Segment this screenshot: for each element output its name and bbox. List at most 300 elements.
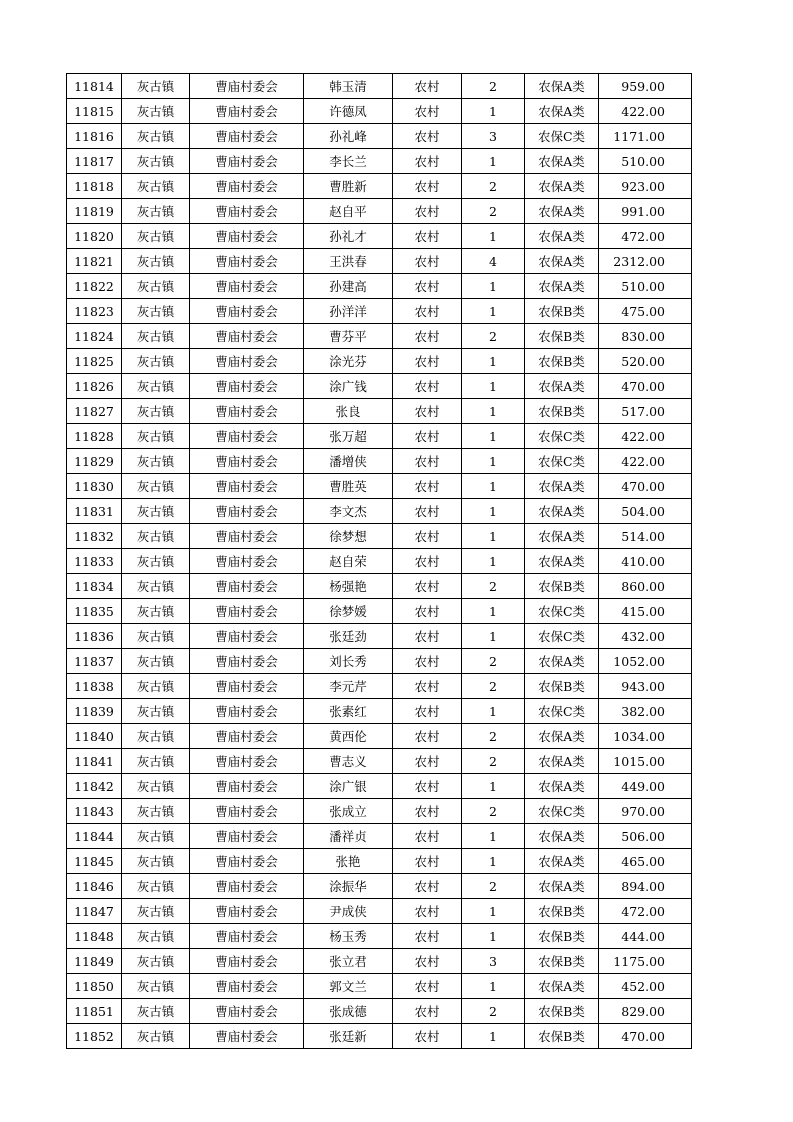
cell-name: 涂广钱	[304, 374, 393, 399]
cell-insurance-class: 农保A类	[525, 99, 599, 124]
table-row	[67, 199, 692, 224]
table-row	[67, 374, 692, 399]
cell-household-size: 2	[462, 999, 525, 1024]
cell-insurance-class: 农保C类	[525, 424, 599, 449]
cell-town: 灰古镇	[122, 574, 190, 599]
cell-record-id: 11842	[67, 774, 122, 799]
cell-name: 杨玉秀	[304, 924, 393, 949]
cell-amount: 415.00	[599, 599, 692, 624]
cell-household-type: 农村	[393, 874, 462, 899]
cell-town: 灰古镇	[122, 649, 190, 674]
cell-town: 灰古镇	[122, 349, 190, 374]
cell-amount: 449.00	[599, 774, 692, 799]
cell-amount: 1171.00	[599, 124, 692, 149]
cell-record-id: 11833	[67, 549, 122, 574]
table-row	[67, 749, 692, 774]
cell-household-type: 农村	[393, 699, 462, 724]
cell-amount: 465.00	[599, 849, 692, 874]
cell-household-type: 农村	[393, 524, 462, 549]
cell-town: 灰古镇	[122, 699, 190, 724]
cell-name: 涂振华	[304, 874, 393, 899]
cell-town: 灰古镇	[122, 474, 190, 499]
table-row	[67, 549, 692, 574]
cell-household-type: 农村	[393, 824, 462, 849]
cell-village-committee: 曹庙村委会	[190, 899, 304, 924]
table-row	[67, 149, 692, 174]
cell-name: 徐梦想	[304, 524, 393, 549]
cell-village-committee: 曹庙村委会	[190, 874, 304, 899]
table-row	[67, 99, 692, 124]
cell-household-size: 1	[462, 1024, 525, 1049]
cell-amount: 452.00	[599, 974, 692, 999]
cell-household-type: 农村	[393, 199, 462, 224]
cell-insurance-class: 农保B类	[525, 324, 599, 349]
cell-amount: 517.00	[599, 399, 692, 424]
cell-name: 刘长秀	[304, 649, 393, 674]
cell-household-type: 农村	[393, 449, 462, 474]
cell-household-size: 1	[462, 974, 525, 999]
cell-insurance-class: 农保A类	[525, 174, 599, 199]
cell-amount: 520.00	[599, 349, 692, 374]
cell-household-size: 2	[462, 649, 525, 674]
cell-name: 徐梦媛	[304, 599, 393, 624]
table-row	[67, 1024, 692, 1049]
cell-household-type: 农村	[393, 324, 462, 349]
table-row	[67, 999, 692, 1024]
cell-insurance-class: 农保B类	[525, 674, 599, 699]
cell-amount: 422.00	[599, 449, 692, 474]
cell-household-type: 农村	[393, 649, 462, 674]
cell-name: 郭文兰	[304, 974, 393, 999]
table-row	[67, 424, 692, 449]
table-row	[67, 599, 692, 624]
cell-record-id: 11850	[67, 974, 122, 999]
cell-household-size: 1	[462, 449, 525, 474]
cell-record-id: 11849	[67, 949, 122, 974]
cell-household-size: 2	[462, 749, 525, 774]
cell-insurance-class: 农保B类	[525, 899, 599, 924]
cell-household-type: 农村	[393, 999, 462, 1024]
cell-village-committee: 曹庙村委会	[190, 774, 304, 799]
cell-village-committee: 曹庙村委会	[190, 499, 304, 524]
cell-name: 孙礼才	[304, 224, 393, 249]
cell-record-id: 11828	[67, 424, 122, 449]
cell-town: 灰古镇	[122, 274, 190, 299]
cell-name: 李文杰	[304, 499, 393, 524]
cell-name: 张艳	[304, 849, 393, 874]
cell-amount: 470.00	[599, 474, 692, 499]
cell-household-type: 农村	[393, 124, 462, 149]
cell-household-type: 农村	[393, 224, 462, 249]
cell-town: 灰古镇	[122, 949, 190, 974]
cell-record-id: 11836	[67, 624, 122, 649]
cell-amount: 422.00	[599, 99, 692, 124]
cell-household-type: 农村	[393, 499, 462, 524]
cell-town: 灰古镇	[122, 1024, 190, 1049]
cell-record-id: 11818	[67, 174, 122, 199]
cell-household-size: 1	[462, 474, 525, 499]
cell-village-committee: 曹庙村委会	[190, 474, 304, 499]
table-row	[67, 849, 692, 874]
cell-insurance-class: 农保B类	[525, 1024, 599, 1049]
cell-household-size: 1	[462, 349, 525, 374]
cell-record-id: 11817	[67, 149, 122, 174]
cell-insurance-class: 农保B类	[525, 349, 599, 374]
cell-household-type: 农村	[393, 924, 462, 949]
cell-record-id: 11839	[67, 699, 122, 724]
cell-amount: 510.00	[599, 274, 692, 299]
cell-insurance-class: 农保C类	[525, 599, 599, 624]
cell-household-type: 农村	[393, 99, 462, 124]
cell-village-committee: 曹庙村委会	[190, 749, 304, 774]
cell-household-type: 农村	[393, 974, 462, 999]
cell-household-type: 农村	[393, 474, 462, 499]
cell-household-size: 1	[462, 549, 525, 574]
cell-record-id: 11835	[67, 599, 122, 624]
cell-name: 李长兰	[304, 149, 393, 174]
cell-village-committee: 曹庙村委会	[190, 99, 304, 124]
cell-name: 杨强艳	[304, 574, 393, 599]
cell-record-id: 11847	[67, 899, 122, 924]
cell-household-size: 1	[462, 699, 525, 724]
cell-name: 曹芬平	[304, 324, 393, 349]
cell-amount: 943.00	[599, 674, 692, 699]
cell-household-type: 农村	[393, 149, 462, 174]
table-row	[67, 524, 692, 549]
cell-amount: 991.00	[599, 199, 692, 224]
cell-village-committee: 曹庙村委会	[190, 249, 304, 274]
cell-town: 灰古镇	[122, 174, 190, 199]
table-row	[67, 224, 692, 249]
cell-name: 许德凤	[304, 99, 393, 124]
cell-household-type: 农村	[393, 274, 462, 299]
cell-town: 灰古镇	[122, 774, 190, 799]
cell-record-id: 11819	[67, 199, 122, 224]
cell-village-committee: 曹庙村委会	[190, 574, 304, 599]
cell-amount: 472.00	[599, 899, 692, 924]
cell-amount: 470.00	[599, 1024, 692, 1049]
cell-household-size: 2	[462, 724, 525, 749]
cell-insurance-class: 农保A类	[525, 474, 599, 499]
cell-town: 灰古镇	[122, 124, 190, 149]
cell-record-id: 11824	[67, 324, 122, 349]
cell-town: 灰古镇	[122, 724, 190, 749]
table-row	[67, 449, 692, 474]
cell-household-size: 1	[462, 899, 525, 924]
cell-household-type: 农村	[393, 749, 462, 774]
cell-amount: 504.00	[599, 499, 692, 524]
cell-record-id: 11829	[67, 449, 122, 474]
cell-insurance-class: 农保A类	[525, 524, 599, 549]
cell-insurance-class: 农保A类	[525, 974, 599, 999]
cell-record-id: 11843	[67, 799, 122, 824]
cell-household-type: 农村	[393, 349, 462, 374]
table-row	[67, 249, 692, 274]
cell-town: 灰古镇	[122, 99, 190, 124]
cell-household-type: 农村	[393, 424, 462, 449]
table-row	[67, 899, 692, 924]
cell-amount: 1052.00	[599, 649, 692, 674]
cell-record-id: 11845	[67, 849, 122, 874]
cell-amount: 410.00	[599, 549, 692, 574]
cell-household-type: 农村	[393, 299, 462, 324]
cell-insurance-class: 农保A类	[525, 774, 599, 799]
cell-insurance-class: 农保A类	[525, 224, 599, 249]
cell-town: 灰古镇	[122, 424, 190, 449]
cell-household-type: 农村	[393, 249, 462, 274]
cell-town: 灰古镇	[122, 249, 190, 274]
cell-household-type: 农村	[393, 899, 462, 924]
cell-record-id: 11848	[67, 924, 122, 949]
cell-town: 灰古镇	[122, 449, 190, 474]
cell-insurance-class: 农保A类	[525, 374, 599, 399]
cell-name: 张良	[304, 399, 393, 424]
cell-village-committee: 曹庙村委会	[190, 524, 304, 549]
table-body	[67, 74, 692, 1049]
cell-household-type: 农村	[393, 174, 462, 199]
cell-village-committee: 曹庙村委会	[190, 1024, 304, 1049]
cell-household-size: 2	[462, 674, 525, 699]
cell-insurance-class: 农保A类	[525, 149, 599, 174]
cell-household-size: 1	[462, 824, 525, 849]
cell-insurance-class: 农保C类	[525, 799, 599, 824]
cell-town: 灰古镇	[122, 299, 190, 324]
cell-village-committee: 曹庙村委会	[190, 449, 304, 474]
cell-insurance-class: 农保B类	[525, 399, 599, 424]
cell-insurance-class: 农保A类	[525, 849, 599, 874]
cell-household-size: 1	[462, 849, 525, 874]
cell-household-type: 农村	[393, 799, 462, 824]
cell-household-size: 1	[462, 524, 525, 549]
cell-household-type: 农村	[393, 74, 462, 99]
cell-village-committee: 曹庙村委会	[190, 624, 304, 649]
cell-name: 张素红	[304, 699, 393, 724]
cell-household-size: 1	[462, 274, 525, 299]
cell-insurance-class: 农保A类	[525, 724, 599, 749]
cell-record-id: 11831	[67, 499, 122, 524]
cell-town: 灰古镇	[122, 149, 190, 174]
cell-household-type: 农村	[393, 949, 462, 974]
cell-insurance-class: 农保C类	[525, 624, 599, 649]
cell-village-committee: 曹庙村委会	[190, 974, 304, 999]
cell-village-committee: 曹庙村委会	[190, 424, 304, 449]
cell-name: 潘增侠	[304, 449, 393, 474]
cell-town: 灰古镇	[122, 749, 190, 774]
cell-household-size: 2	[462, 174, 525, 199]
cell-town: 灰古镇	[122, 524, 190, 549]
cell-amount: 830.00	[599, 324, 692, 349]
cell-household-type: 农村	[393, 374, 462, 399]
cell-record-id: 11830	[67, 474, 122, 499]
cell-record-id: 11834	[67, 574, 122, 599]
cell-town: 灰古镇	[122, 974, 190, 999]
cell-record-id: 11814	[67, 74, 122, 99]
cell-record-id: 11837	[67, 649, 122, 674]
cell-insurance-class: 农保A类	[525, 649, 599, 674]
table-row	[67, 74, 692, 99]
cell-village-committee: 曹庙村委会	[190, 74, 304, 99]
cell-insurance-class: 农保A类	[525, 499, 599, 524]
cell-village-committee: 曹庙村委会	[190, 699, 304, 724]
cell-name: 黄西伦	[304, 724, 393, 749]
cell-amount: 1034.00	[599, 724, 692, 749]
cell-name: 张廷新	[304, 1024, 393, 1049]
cell-household-size: 1	[462, 624, 525, 649]
cell-household-size: 2	[462, 74, 525, 99]
cell-record-id: 11852	[67, 1024, 122, 1049]
cell-name: 尹成侠	[304, 899, 393, 924]
cell-name: 张立君	[304, 949, 393, 974]
cell-insurance-class: 农保A类	[525, 749, 599, 774]
cell-amount: 1175.00	[599, 949, 692, 974]
cell-name: 孙洋洋	[304, 299, 393, 324]
cell-household-type: 农村	[393, 1024, 462, 1049]
cell-household-size: 1	[462, 924, 525, 949]
table-row	[67, 399, 692, 424]
cell-village-committee: 曹庙村委会	[190, 949, 304, 974]
cell-household-size: 1	[462, 424, 525, 449]
cell-town: 灰古镇	[122, 199, 190, 224]
cell-town: 灰古镇	[122, 624, 190, 649]
cell-village-committee: 曹庙村委会	[190, 124, 304, 149]
cell-name: 涂光芬	[304, 349, 393, 374]
cell-name: 曹胜英	[304, 474, 393, 499]
cell-village-committee: 曹庙村委会	[190, 674, 304, 699]
cell-insurance-class: 农保C类	[525, 699, 599, 724]
cell-record-id: 11832	[67, 524, 122, 549]
cell-insurance-class: 农保B类	[525, 299, 599, 324]
cell-town: 灰古镇	[122, 374, 190, 399]
cell-town: 灰古镇	[122, 599, 190, 624]
cell-amount: 422.00	[599, 424, 692, 449]
cell-name: 张成立	[304, 799, 393, 824]
table-row	[67, 724, 692, 749]
cell-name: 潘祥贞	[304, 824, 393, 849]
cell-town: 灰古镇	[122, 674, 190, 699]
cell-amount: 475.00	[599, 299, 692, 324]
table-row	[67, 974, 692, 999]
cell-village-committee: 曹庙村委会	[190, 799, 304, 824]
cell-amount: 470.00	[599, 374, 692, 399]
table-row	[67, 624, 692, 649]
cell-town: 灰古镇	[122, 849, 190, 874]
cell-household-size: 2	[462, 874, 525, 899]
cell-insurance-class: 农保A类	[525, 549, 599, 574]
cell-town: 灰古镇	[122, 874, 190, 899]
cell-town: 灰古镇	[122, 924, 190, 949]
cell-village-committee: 曹庙村委会	[190, 174, 304, 199]
cell-insurance-class: 农保A类	[525, 874, 599, 899]
cell-record-id: 11820	[67, 224, 122, 249]
cell-insurance-class: 农保B类	[525, 574, 599, 599]
table-row	[67, 799, 692, 824]
cell-name: 孙建高	[304, 274, 393, 299]
cell-record-id: 11838	[67, 674, 122, 699]
cell-household-size: 1	[462, 774, 525, 799]
table-row	[67, 824, 692, 849]
cell-village-committee: 曹庙村委会	[190, 824, 304, 849]
cell-insurance-class: 农保A类	[525, 274, 599, 299]
table-row	[67, 274, 692, 299]
cell-household-size: 2	[462, 799, 525, 824]
cell-record-id: 11822	[67, 274, 122, 299]
cell-record-id: 11826	[67, 374, 122, 399]
cell-record-id: 11816	[67, 124, 122, 149]
table-row	[67, 674, 692, 699]
cell-household-type: 农村	[393, 624, 462, 649]
cell-household-size: 2	[462, 199, 525, 224]
cell-village-committee: 曹庙村委会	[190, 649, 304, 674]
cell-village-committee: 曹庙村委会	[190, 199, 304, 224]
cell-insurance-class: 农保A类	[525, 74, 599, 99]
cell-household-size: 1	[462, 299, 525, 324]
cell-record-id: 11825	[67, 349, 122, 374]
table-row	[67, 924, 692, 949]
cell-amount: 506.00	[599, 824, 692, 849]
cell-amount: 382.00	[599, 699, 692, 724]
cell-town: 灰古镇	[122, 224, 190, 249]
table-row	[67, 649, 692, 674]
cell-town: 灰古镇	[122, 74, 190, 99]
cell-village-committee: 曹庙村委会	[190, 924, 304, 949]
cell-household-size: 1	[462, 499, 525, 524]
cell-amount: 829.00	[599, 999, 692, 1024]
table-row	[67, 949, 692, 974]
table-row	[67, 299, 692, 324]
cell-insurance-class: 农保A类	[525, 824, 599, 849]
cell-record-id: 11815	[67, 99, 122, 124]
cell-name: 孙礼峰	[304, 124, 393, 149]
table-row	[67, 174, 692, 199]
cell-household-type: 农村	[393, 724, 462, 749]
cell-village-committee: 曹庙村委会	[190, 299, 304, 324]
table-row	[67, 324, 692, 349]
cell-household-type: 农村	[393, 849, 462, 874]
cell-village-committee: 曹庙村委会	[190, 999, 304, 1024]
cell-insurance-class: 农保C类	[525, 449, 599, 474]
cell-town: 灰古镇	[122, 824, 190, 849]
cell-record-id: 11851	[67, 999, 122, 1024]
cell-insurance-class: 农保B类	[525, 999, 599, 1024]
cell-amount: 432.00	[599, 624, 692, 649]
cell-household-type: 农村	[393, 549, 462, 574]
cell-record-id: 11821	[67, 249, 122, 274]
table-row	[67, 499, 692, 524]
cell-name: 赵自平	[304, 199, 393, 224]
cell-town: 灰古镇	[122, 899, 190, 924]
cell-household-size: 1	[462, 374, 525, 399]
cell-household-size: 1	[462, 99, 525, 124]
cell-record-id: 11823	[67, 299, 122, 324]
cell-insurance-class: 农保C类	[525, 124, 599, 149]
cell-record-id: 11827	[67, 399, 122, 424]
cell-village-committee: 曹庙村委会	[190, 349, 304, 374]
cell-name: 李元芹	[304, 674, 393, 699]
cell-amount: 510.00	[599, 149, 692, 174]
cell-household-size: 3	[462, 949, 525, 974]
cell-household-size: 2	[462, 324, 525, 349]
cell-village-committee: 曹庙村委会	[190, 724, 304, 749]
cell-amount: 1015.00	[599, 749, 692, 774]
cell-insurance-class: 农保A类	[525, 199, 599, 224]
cell-record-id: 11841	[67, 749, 122, 774]
table-row	[67, 699, 692, 724]
cell-village-committee: 曹庙村委会	[190, 224, 304, 249]
table-row	[67, 124, 692, 149]
cell-village-committee: 曹庙村委会	[190, 399, 304, 424]
cell-household-size: 3	[462, 124, 525, 149]
cell-record-id: 11846	[67, 874, 122, 899]
